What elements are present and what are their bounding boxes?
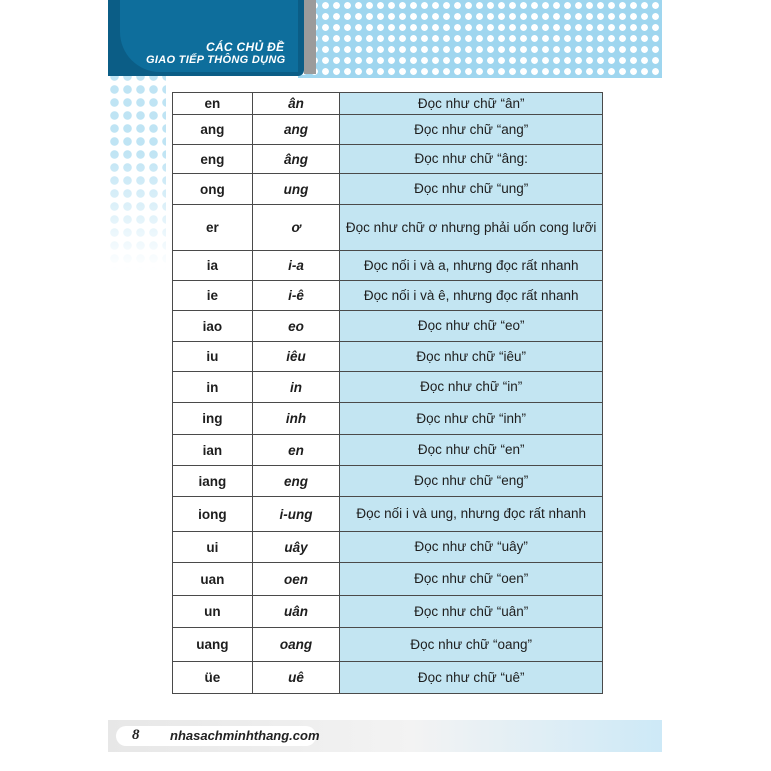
viet-cell: i-ung <box>252 497 340 532</box>
table-row <box>173 174 603 205</box>
viet-cell: uê <box>252 662 340 694</box>
pinyin-cell: iu <box>173 342 253 372</box>
viet-cell: eo <box>252 311 340 342</box>
description-cell: Đọc như chữ “oen” <box>340 563 603 596</box>
pinyin-cell: iao <box>173 311 253 342</box>
table-row <box>173 311 603 342</box>
description-cell: Đọc như chữ “in” <box>340 372 603 403</box>
description-cell: Đọc như chữ “en” <box>340 435 603 466</box>
viet-cell: eng <box>252 466 340 497</box>
description-cell: Đọc như chữ “ân” <box>340 93 603 115</box>
description-cell: Đọc như chữ “uây” <box>340 532 603 563</box>
pinyin-cell: iang <box>173 466 253 497</box>
table-row <box>173 497 603 532</box>
table-row <box>173 372 603 403</box>
viet-cell: uân <box>252 596 340 628</box>
description-cell: Đọc như chữ “uê” <box>340 662 603 694</box>
viet-cell: ân <box>252 93 340 115</box>
viet-cell: inh <box>252 403 340 435</box>
table-row <box>173 281 603 311</box>
pronunciation-table <box>172 92 603 694</box>
table-row <box>173 628 603 662</box>
table-row <box>173 662 603 694</box>
viet-cell: i-a <box>252 251 340 281</box>
pinyin-cell: ang <box>173 115 253 145</box>
viet-cell: âng <box>252 145 340 174</box>
description-cell: Đọc nối i và ê, nhưng đọc rất nhanh <box>340 281 603 311</box>
chapter-title-line1: CÁC CHỦ ĐỀ <box>206 40 285 54</box>
viet-cell: ang <box>252 115 340 145</box>
table-row <box>173 145 603 174</box>
table-row <box>173 251 603 281</box>
pinyin-cell: un <box>173 596 253 628</box>
pinyin-cell: ia <box>173 251 253 281</box>
table-row <box>173 563 603 596</box>
description-cell: Đọc như chữ “iêu” <box>340 342 603 372</box>
pinyin-cell: en <box>173 93 253 115</box>
pinyin-cell: uang <box>173 628 253 662</box>
table-row <box>173 115 603 145</box>
description-cell: Đọc như chữ “ung” <box>340 174 603 205</box>
pinyin-cell: er <box>173 205 253 251</box>
description-cell: Đọc như chữ “eng” <box>340 466 603 497</box>
description-cell: Đọc như chữ “âng: <box>340 145 603 174</box>
viet-cell: uây <box>252 532 340 563</box>
table-row <box>173 342 603 372</box>
pinyin-cell: üe <box>173 662 253 694</box>
description-cell: Đọc như chữ “ang” <box>340 115 603 145</box>
pinyin-cell: uan <box>173 563 253 596</box>
pinyin-cell: ui <box>173 532 253 563</box>
pinyin-cell: eng <box>173 145 253 174</box>
viet-cell: in <box>252 372 340 403</box>
description-cell: Đọc như chữ ơ nhưng phải uốn cong lưỡi <box>340 205 603 251</box>
chapter-title-line2: GIAO TIẾP THÔNG DỤNG <box>146 54 286 66</box>
viet-cell: oen <box>252 563 340 596</box>
viet-cell: en <box>252 435 340 466</box>
table-row <box>173 466 603 497</box>
table-row <box>173 403 603 435</box>
description-cell: Đọc như chữ “uân” <box>340 596 603 628</box>
dot-pattern-left <box>108 70 166 270</box>
page-number: 8 <box>132 727 140 743</box>
book-page <box>108 0 662 771</box>
dot-pattern-top <box>298 0 662 78</box>
description-cell: Đọc nối i và ung, nhưng đọc rất nhanh <box>340 497 603 532</box>
table-row <box>173 435 603 466</box>
pinyin-cell: ian <box>173 435 253 466</box>
pinyin-cell: ie <box>173 281 253 311</box>
description-cell: Đọc như chữ “inh” <box>340 403 603 435</box>
table-row <box>173 205 603 251</box>
table-row <box>173 596 603 628</box>
viet-cell: ơ <box>252 205 340 251</box>
pinyin-cell: iong <box>173 497 253 532</box>
viet-cell: oang <box>252 628 340 662</box>
pinyin-cell: in <box>173 372 253 403</box>
description-cell: Đọc nối i và a, nhưng đọc rất nhanh <box>340 251 603 281</box>
viet-cell: ung <box>252 174 340 205</box>
publisher-website: nhasachminhthang.com <box>170 728 320 743</box>
pinyin-cell: ing <box>173 403 253 435</box>
viet-cell: i-ê <box>252 281 340 311</box>
description-cell: Đọc như chữ “eo” <box>340 311 603 342</box>
viet-cell: iêu <box>252 342 340 372</box>
table-row <box>173 93 603 115</box>
page-footer <box>108 720 662 752</box>
description-cell: Đọc như chữ “oang” <box>340 628 603 662</box>
header-accent-bar <box>304 0 316 74</box>
pinyin-cell: ong <box>173 174 253 205</box>
table-row <box>173 532 603 563</box>
